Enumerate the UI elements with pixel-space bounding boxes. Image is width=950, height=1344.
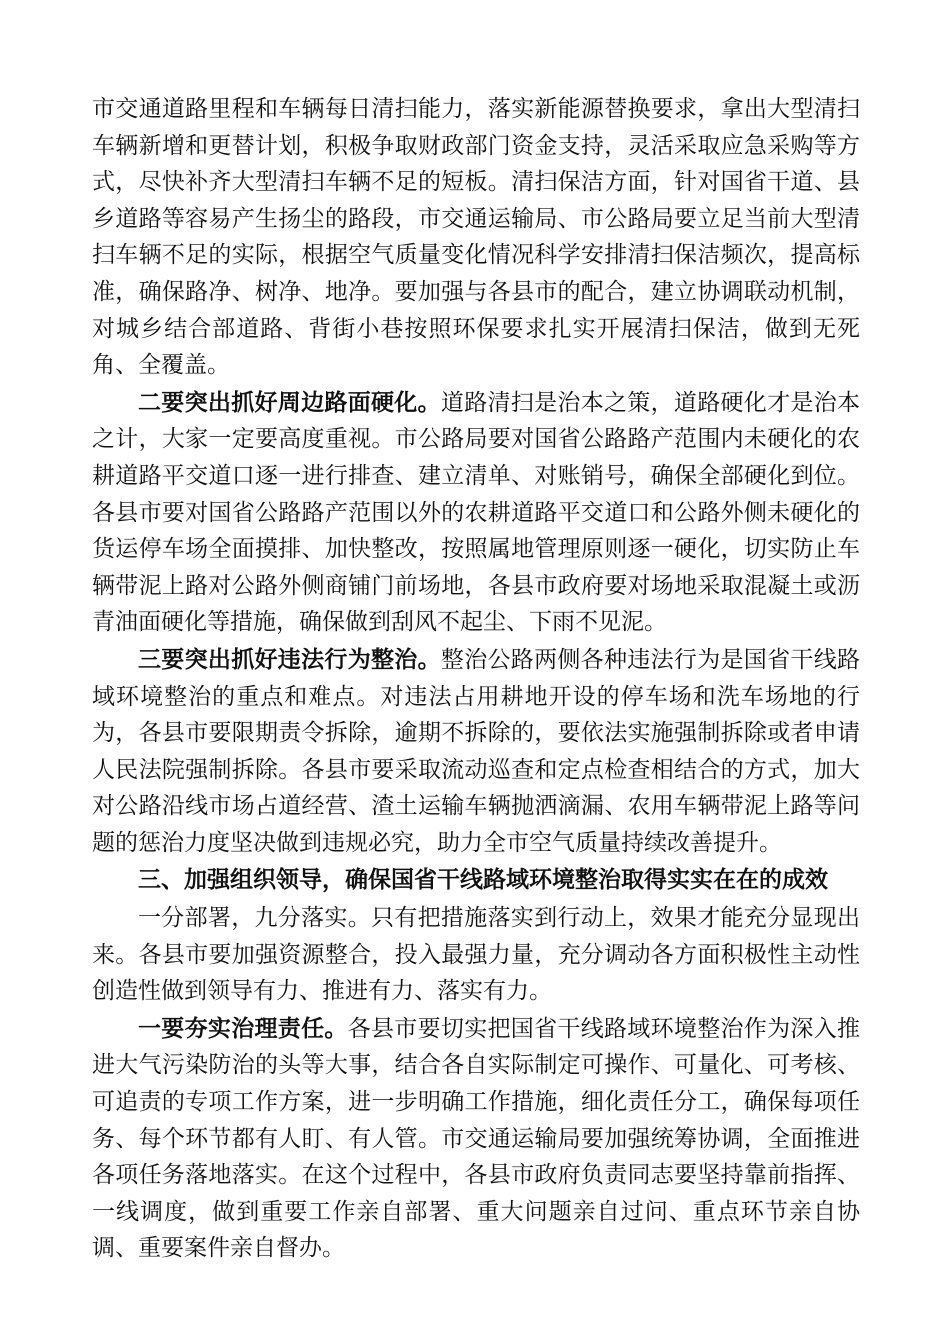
- paragraph-point-3: [92, 641, 860, 862]
- paragraph-point-2: [92, 384, 860, 641]
- paragraph-text: 道路清扫是治本之策，道路硬化才是治本之计，大家一定要高度重视。市公路局要对国省公路路产范围内未硬化的农耕道路平交道口逐一进行排查、建立清单、对账销号，确保全部硬化到位。各县市要对国省公路路产范围以外的农耕道路平交道口和公路外侧未硬化的货运停车场全面摸排、加快整改，按照属地管理原则逐一硬化，切实防止车辆带泥上路对公路外侧商铺门前场地，各县市政府要对场地采取混凝土或沥青油面硬化等措施，确保做到刮风不起尘、下雨不见泥。: [92, 389, 861, 635]
- paragraph-text: 整治公路两侧各种违法行为是国省干线路域环境整治的重点和难点。对违法占用耕地开设的停车场和洗车场地的行为，各县市要限期责令拆除，逾期不拆除的，要依法实施强制拆除或者申请人民法院强制拆除。各县市要采取流动巡查和定点检查相结合的方式，加大对公路沿线市场占道经营、渣土运输车辆抛洒滴漏、农用车辆带泥上路等问题的惩治力度坚决做到违规必究，助力全市空气质量持续改善提升。: [92, 646, 861, 855]
- section-heading-text: 三、加强组织领导，确保国省干线路域环境整治取得实实在在的成效: [138, 866, 828, 893]
- section-heading: [92, 861, 860, 899]
- paragraph-lead: 一要夯实治理责任。: [138, 1014, 348, 1041]
- paragraph-deployment: [92, 899, 860, 1010]
- paragraph-lead: 三要突出抓好违法行为整治。: [138, 645, 441, 672]
- paragraph-text: 市交通道路里程和车辆每日清扫能力，落实新能源替换要求，拿出大型清扫车辆新增和更替计划，积极争取财政部门资金支持，灵活采取应急采购等方式，尽快补齐大型清扫车辆不足的短板。清扫保洁方面，针对国省干道、县乡道路等容易产生扬尘的路段，市交通运输局、市公路局要立足当前大型清扫车辆不足的实际，根据空气质量变化情况科学安排清扫保洁频次，提高标准，确保路净、树净、地净。要加强与各县市的配合，建立协调联动机制，对城乡结合部道路、背街小巷按照环保要求扎实开展清扫保洁，做到无死角、全覆盖。: [92, 96, 860, 378]
- paragraph-lead: 二要突出抓好周边路面硬化。: [138, 388, 441, 415]
- paragraph-responsibility: [92, 1010, 860, 1267]
- document-body: [92, 90, 860, 1267]
- paragraph-text: 一分部署，九分落实。只有把措施落实到行动上，效果才能充分显现出来。各县市要加强资源整合，投入最强力量，充分调动各方面积极性主动性创造性做到领导有力、推进有力、落实有力。: [92, 905, 860, 1004]
- paragraph-continuation: [92, 90, 860, 384]
- paragraph-text: 各县市要切实把国省干线路域环境整治作为深入推进大气污染防治的头等大事，结合各自实际制定可操作、可量化、可考核、可追责的专项工作方案，进一步明确工作措施，细化责任分工，确保每项任务、每个环节都有人盯、有人管。市交通运输局要加强统筹协调，全面推进各项任务落地落实。在这个过程中，各县市政府负责同志要坚持靠前指挥、一线调度，做到重要工作亲自部署、重大问题亲自过问、重点环节亲自协调、重要案件亲自督办。: [92, 1015, 861, 1261]
